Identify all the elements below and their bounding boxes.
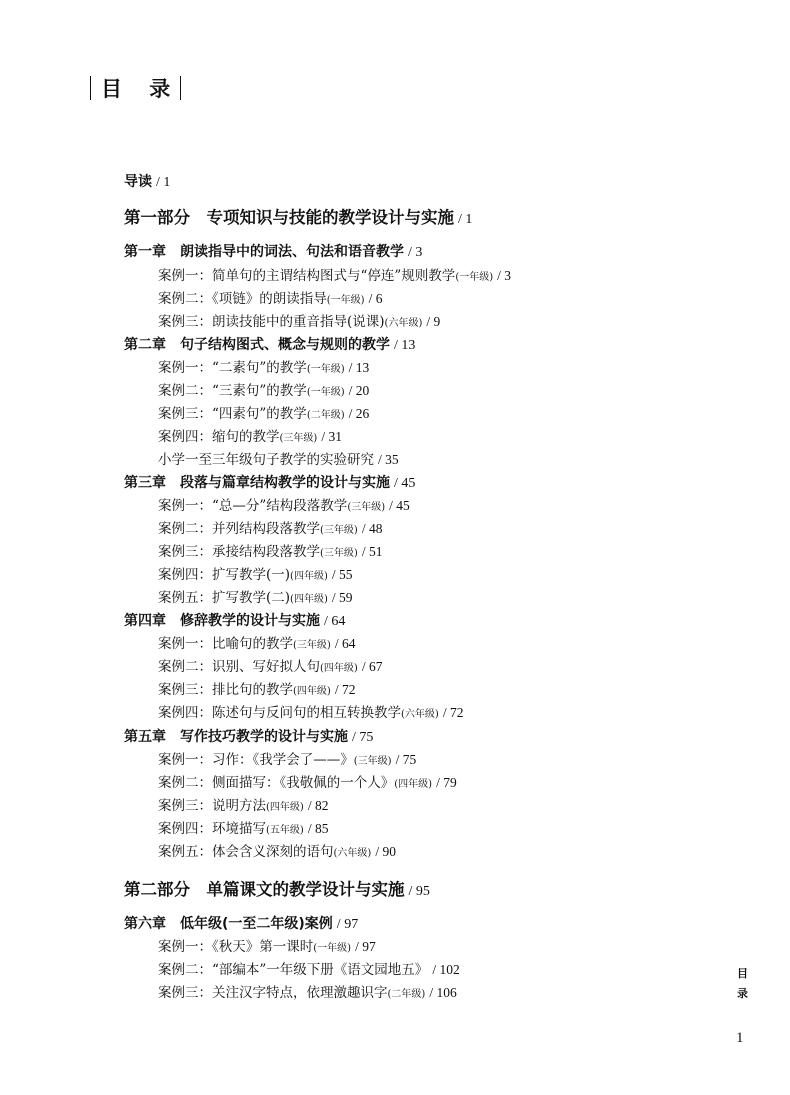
toc-case[interactable] [158, 517, 382, 541]
case-grade: (四年级) [320, 663, 358, 674]
page-separator: / [395, 752, 403, 767]
toc-case[interactable] [158, 402, 369, 426]
page-separator: / [436, 775, 444, 790]
page-separator: / [336, 917, 345, 932]
toc-case[interactable] [158, 748, 416, 772]
page-separator: / [429, 985, 437, 1000]
page-separator: / [426, 314, 434, 329]
page-separator: / [361, 659, 369, 674]
page-separator: / [408, 245, 416, 260]
page-separator: / [458, 212, 466, 227]
case-title: 案例三：排比句的教学 [158, 682, 293, 698]
case-grade: (六年级) [384, 318, 423, 329]
toc-case[interactable] [158, 632, 355, 656]
case-title: 案例二：侧面描写：《我敬佩的一个人》 [158, 775, 395, 791]
case-title: 案例二：识别、写好拟人句 [158, 659, 320, 675]
case-grade: (四年级) [290, 594, 328, 605]
toc-case[interactable] [158, 655, 382, 679]
case-title: 案例三：说明方法 [158, 798, 266, 814]
page-separator: / [442, 705, 450, 720]
page-separator: / [368, 291, 376, 306]
toc-chapter-4[interactable] [124, 609, 345, 633]
case-grade: (三年级) [293, 640, 331, 651]
page-separator: / [334, 636, 342, 651]
toc-case[interactable] [158, 494, 410, 518]
case-page: 31 [328, 429, 342, 444]
page-number: 1 [736, 1030, 744, 1046]
case-grade: (五年级) [266, 825, 304, 836]
page-separator: / [307, 798, 315, 813]
intro-page: 1 [163, 175, 171, 190]
page-separator: / [331, 590, 339, 605]
case-grade: (三年级) [279, 433, 318, 444]
chapter-title: 第五章 写作技巧教学的设计与实施 [124, 729, 348, 745]
case-page: 72 [449, 705, 464, 720]
case-page: 45 [396, 498, 410, 513]
toc-case[interactable] [158, 981, 457, 1005]
page-separator: / [334, 682, 342, 697]
case-page: 90 [382, 844, 396, 859]
case-title: 案例二：《项链》的朗读指导 [158, 291, 327, 307]
case-page: 82 [314, 798, 329, 813]
toc-case[interactable] [158, 958, 460, 982]
case-grade: (三年级) [320, 525, 358, 536]
toc-chapter-1[interactable] [124, 240, 422, 264]
case-title: 案例四：环境描写 [158, 821, 266, 837]
case-title: 案例五：体会含义深刻的语句 [158, 844, 334, 860]
case-page: 48 [368, 521, 383, 536]
toc-part-1[interactable] [124, 206, 472, 230]
case-page: 102 [439, 962, 460, 977]
case-page: 106 [436, 985, 457, 1000]
case-grade: (六年级) [333, 848, 372, 859]
case-grade: (一年级) [326, 295, 365, 306]
page-separator: / [378, 452, 386, 467]
page-separator: / [394, 338, 402, 353]
toc-case[interactable] [158, 310, 440, 334]
page-separator: / [389, 498, 397, 513]
case-grade: (一年级) [455, 272, 494, 283]
toc-case[interactable] [158, 794, 328, 818]
case-title: 案例一：“总—分”结构段落教学 [158, 498, 348, 514]
page-separator: / [355, 939, 363, 954]
case-page: 13 [355, 360, 370, 375]
case-page: 55 [339, 567, 353, 582]
case-grade: (六年级) [401, 709, 439, 720]
page-separator: / [432, 962, 440, 977]
case-page: 51 [368, 544, 383, 559]
page-separator: / [348, 383, 356, 398]
case-grade: (四年级) [290, 571, 328, 582]
page-separator: / [324, 614, 332, 629]
toc-heading-text: 目 录 [101, 77, 181, 101]
case-title: 案例一：《秋天》第一课时 [158, 939, 314, 955]
toc-case[interactable] [158, 701, 463, 725]
case-page: 20 [355, 383, 370, 398]
case-title: 案例四：陈述句与反问句的相互转换教学 [158, 705, 401, 721]
case-grade: (一年级) [313, 943, 352, 954]
chapter-page: 13 [401, 338, 416, 353]
case-page: 75 [402, 752, 417, 767]
chapter-title: 第四章 修辞教学的设计与实施 [124, 613, 320, 629]
toc-chapter-5[interactable] [124, 725, 373, 749]
case-title: 案例二：并列结构段落教学 [158, 521, 320, 537]
case-page: 59 [339, 590, 353, 605]
chapter-title: 第二章 句子结构图式、概念与规则的教学 [124, 337, 390, 353]
toc-part-2[interactable] [124, 878, 430, 902]
case-title: 案例三：“四素句”的教学 [158, 406, 307, 422]
toc-chapter-6[interactable] [124, 912, 358, 936]
page-separator: / [497, 268, 505, 283]
toc-case[interactable] [158, 425, 342, 449]
side-label-top: 目 [737, 967, 748, 980]
chapter-title: 第六章 低年级(一至二年级)案例 [124, 916, 333, 932]
case-title: 案例三：朗读技能中的重音指导(说课) [158, 314, 385, 330]
page-separator: / [331, 567, 339, 582]
case-title: 案例二：“三素句”的教学 [158, 383, 307, 399]
page-separator: / [352, 730, 360, 745]
case-grade: (四年级) [266, 802, 304, 813]
toc-case[interactable] [158, 287, 382, 311]
case-page: 26 [355, 406, 370, 421]
page-separator: / [361, 521, 369, 536]
toc-case[interactable] [158, 840, 396, 864]
case-grade: (三年级) [347, 502, 386, 513]
case-grade: (三年级) [353, 756, 392, 767]
toc-case[interactable] [158, 356, 369, 380]
case-grade: (四年级) [394, 779, 433, 790]
case-title: 案例四：缩句的教学 [158, 429, 280, 445]
page-separator: / [375, 844, 383, 859]
toc-case[interactable] [158, 678, 355, 702]
case-title: 案例二：“部编本”一年级下册《语文园地五》 [158, 962, 429, 978]
toc-case[interactable] [158, 379, 369, 403]
page-separator: / [307, 821, 315, 836]
case-grade: (三年级) [320, 548, 358, 559]
case-title: 案例一：“二素句”的教学 [158, 360, 307, 376]
page-separator: / [321, 429, 329, 444]
toc-case[interactable] [158, 586, 353, 610]
case-page: 72 [341, 682, 356, 697]
case-page: 97 [362, 939, 376, 954]
page-separator: / [361, 544, 369, 559]
part-page: 95 [415, 884, 430, 899]
case-page: 64 [341, 636, 356, 651]
side-label-bottom: 录 [737, 987, 748, 1000]
case-page: 9 [433, 314, 441, 329]
part-title: 第一部分 专项知识与技能的教学设计与实施 [124, 208, 454, 227]
page-separator: / [348, 406, 356, 421]
case-page: 6 [375, 291, 383, 306]
chapter-title: 第一章 朗读指导中的词法、句法和语音教学 [124, 244, 404, 260]
case-page: 35 [385, 452, 399, 467]
case-grade: (一年级) [306, 387, 345, 398]
case-title: 案例四：扩写教学(一) [158, 567, 291, 583]
case-title: 案例三：关注汉字特点，依理激趣识字 [158, 985, 388, 1001]
chapter-page: 45 [401, 476, 416, 491]
case-page: 67 [368, 659, 383, 674]
toc-case[interactable] [158, 540, 382, 564]
case-grade: (一年级) [306, 364, 345, 375]
intro-title: 导读 [124, 174, 152, 190]
toc-case[interactable] [158, 935, 376, 959]
chapter-title: 第三章 段落与篇章结构教学的设计与实施 [124, 475, 390, 491]
case-page: 79 [443, 775, 457, 790]
case-grade: (二年级) [306, 410, 345, 421]
case-grade: (二年级) [387, 989, 426, 1000]
case-title: 小学一至三年级句子教学的实验研究 [158, 452, 374, 468]
chapter-page: 97 [344, 917, 359, 932]
part-title: 第二部分 单篇课文的教学设计与实施 [124, 880, 405, 899]
toc-chapter-3[interactable] [124, 471, 415, 495]
chapter-page: 64 [331, 614, 346, 629]
toc-case[interactable] [158, 771, 457, 795]
toc-case[interactable] [158, 563, 353, 587]
toc-case[interactable] [158, 264, 511, 288]
toc-case[interactable] [158, 448, 399, 472]
page-separator: / [408, 884, 416, 899]
case-title: 案例三：承接结构段落教学 [158, 544, 320, 560]
chapter-page: 75 [359, 730, 374, 745]
page-separator: / [156, 175, 164, 190]
page-separator: / [348, 360, 356, 375]
page-separator: / [394, 476, 402, 491]
chapter-page: 3 [415, 245, 423, 260]
case-title: 案例一：习作：《我学会了——》 [158, 752, 354, 768]
toc-chapter-2[interactable] [124, 333, 415, 357]
case-title: 案例一：比喻句的教学 [158, 636, 293, 652]
toc-case[interactable] [158, 817, 328, 841]
case-page: 85 [314, 821, 329, 836]
part-page: 1 [465, 212, 473, 227]
case-title: 案例一：简单句的主谓结构图式与“停连”规则教学 [158, 268, 456, 284]
case-grade: (四年级) [293, 686, 331, 697]
case-title: 案例五：扩写教学(二) [158, 590, 291, 606]
case-page: 3 [504, 268, 512, 283]
toc-intro[interactable] [124, 170, 170, 194]
